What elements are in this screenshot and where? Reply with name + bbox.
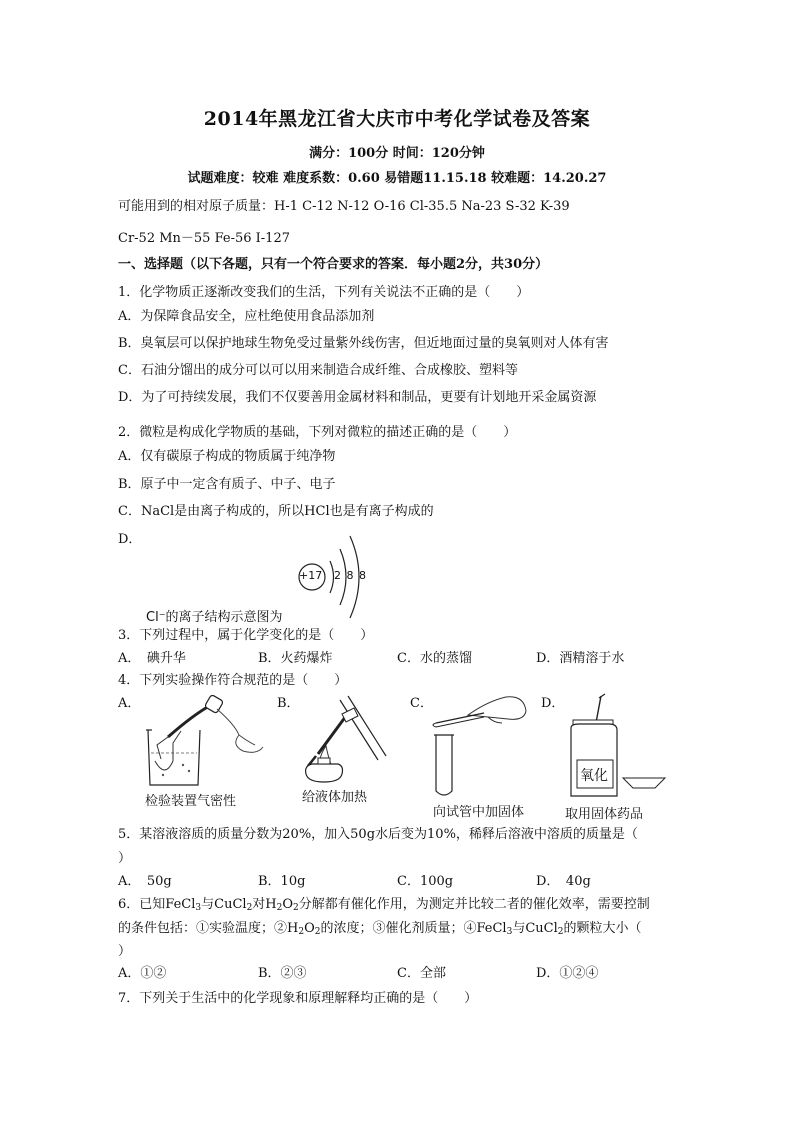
q2-option-b: B．原子中一定含有质子、中子、电子 <box>118 477 336 492</box>
q5-stem-line-2: ） <box>118 851 132 866</box>
taking-solid-illustration <box>565 692 675 802</box>
q4-caption-c: 向试管中加固体 <box>433 805 525 820</box>
q1-stem: 1．化学物质正逐渐改变我们的生活，下列有关说法不正确的是（ ） <box>118 285 530 300</box>
q5-stem-line-1: 5．某溶液溶质的质量分数为20%，加入50g水后变为10%，稀释后溶液中溶质的质量是（ <box>118 827 638 842</box>
q5-option-c: C．100g <box>397 874 454 889</box>
q5-option-d: D． 40g <box>536 874 591 889</box>
q6-stem-line-1: 6．已知FeCl$_3$与CuCl$_2$对$H_2O_2$分解都有催化作用，为测定并比较二者的催化效率，需要控制 <box>118 897 650 913</box>
electron-shells-label: 2 8 8 <box>334 569 367 582</box>
q6-option-a: A．①② <box>118 966 167 981</box>
q1-option-c: C．石油分馏出的成分可以可以用来制造合成纤维、合成橡胶、塑料等 <box>118 363 518 378</box>
q3-option-c: C．水的蒸馏 <box>397 651 472 666</box>
airtightness-check-illustration <box>143 695 283 790</box>
q5-option-b: B．10g <box>258 874 306 889</box>
q6-option-b: B．②③ <box>258 966 307 981</box>
ion-diagram-caption: Cl⁻的离子结构示意图为 <box>146 610 283 625</box>
q4-caption-d: 取用固体药品 <box>565 807 644 822</box>
q1-option-a: A．为保障食品安全，应杜绝使用食品添加剂 <box>118 309 375 324</box>
q7-stem: 7．下列关于生活中的化学现象和原理解释均正确的是（ ） <box>118 991 478 1006</box>
q2-option-d: D． <box>118 532 142 547</box>
q3-option-b: B．火药爆炸 <box>258 651 333 666</box>
atomic-masses-line-2: Cr-52 Mn－55 Fe-56 I-127 <box>118 231 290 246</box>
q6-option-d: D．①②④ <box>536 966 599 981</box>
q2-option-a: A．仅有碳原子构成的物质属于纯净物 <box>118 449 336 464</box>
q3-stem: 3．下列过程中，属于化学变化的是（ ） <box>118 628 374 643</box>
q3-option-d: D．酒精溶于水 <box>536 651 625 666</box>
q5-option-a: A． 50g <box>118 874 172 889</box>
q4-letter-d: D． <box>541 696 565 711</box>
q6-stem-line-2: 的条件包括：①实验温度；$②H_2O_2$的浓度；③催化剂质量；④FeCl$_3$与CuCl$_2$的颗粒大小（ <box>118 921 642 937</box>
q4-letter-a: A． <box>118 696 141 711</box>
nucleus-label: +17 <box>299 569 323 582</box>
q2-option-c: C．NaCl是由离子构成的，所以HCl也是有离子构成的 <box>118 504 434 519</box>
q1-option-b: B．臭氧层可以保护地球生物免受过量紫外线伤害，但近地面过量的臭氧则对人体有害 <box>118 336 609 351</box>
section-heading: 一、选择题（以下各题，只有一个符合要求的答案．每小题2分，共30分） <box>118 257 549 272</box>
score-time-line: 满分：100分 时间：120分钟 <box>309 146 485 161</box>
q2-stem: 2．微粒是构成化学物质的基础，下列对微粒的描述正确的是（ ） <box>118 425 517 440</box>
q1-option-d: D．为了可持续发展，我们不仅要善用金属材料和制品，更要有计划地开采金属资源 <box>118 390 597 405</box>
q6-stem-line-3: ） <box>118 944 132 959</box>
q6-option-c: C．全部 <box>397 966 446 981</box>
heating-liquid-illustration <box>298 694 408 789</box>
q4-caption-b: 给液体加热 <box>302 790 368 805</box>
q4-letter-b: B． <box>277 696 300 711</box>
bottle-label: 氧化 <box>580 768 608 784</box>
q3-option-a: A． 碘升华 <box>118 651 186 666</box>
adding-solid-illustration <box>428 693 528 798</box>
difficulty-line: 试题难度：较难 难度系数：0.60 易错题11.15.18 较难题：14.20.27 <box>187 171 607 186</box>
q4-letter-c: C． <box>410 696 433 711</box>
q4-caption-a: 检验装置气密性 <box>145 794 237 809</box>
atomic-masses-line-1: 可能用到的相对原子质量：H-1 C-12 N-12 O-16 Cl-35.5 Na-23 S-32 K-39 <box>118 199 570 214</box>
q4-stem: 4．下列实验操作符合规范的是（ ） <box>118 673 348 688</box>
page-title: 2014年黑龙江省大庆市中考化学试卷及答案 <box>203 108 591 130</box>
